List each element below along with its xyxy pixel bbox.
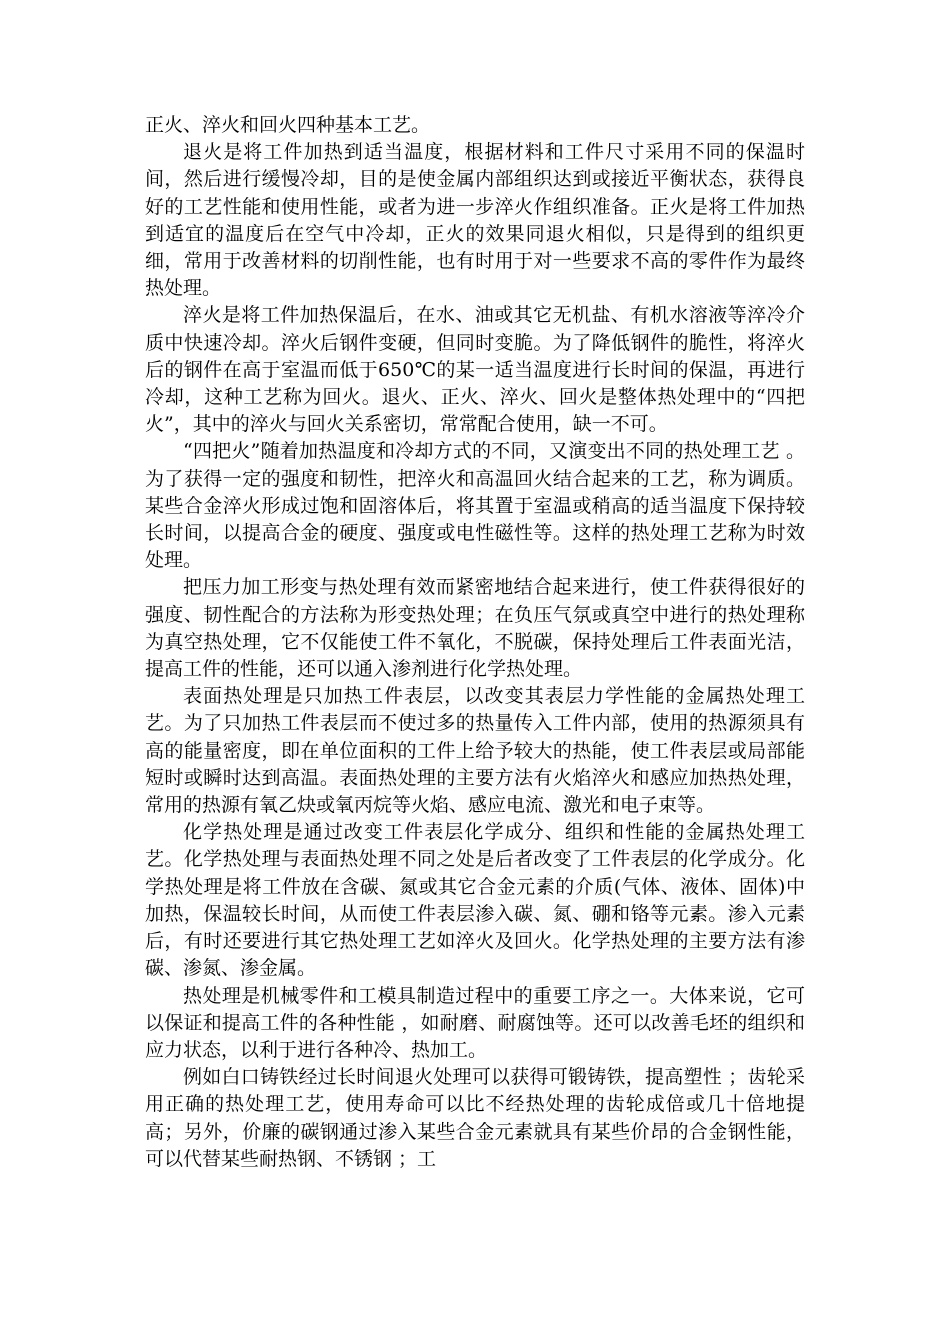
paragraph-2: 退火是将工件加热到适当温度，根据材料和工件尺寸采用不同的保温时间，然后进行缓慢冷却，目的是使金属内部组织达到或接近平衡状态，获得良好的工艺性能和使用性能，或者为进一步淬火作组织准备。正火是将工件加热到适宜的温度后在空气中冷却，正火的效果同退火相似，只是得到的组织更细，常用于改善材料的切削性能，也有时用于对一些要求不高的零件作为最终热处理。 bbox=[145, 141, 805, 300]
paragraph-1: 正火、淬火和回火四种基本工艺。 bbox=[145, 114, 431, 136]
paragraph-5: 把压力加工形变与热处理有效而紧密地结合起来进行，使工件获得很好的强度、韧性配合的方法称为形变热处理；在负压气氛或真空中进行的热处理称为真空热处理，它不仅能使工件不氧化，不脱碳，保持处理后工件表面光洁，提高工件的性能，还可以通入渗剂进行化学热处理。 bbox=[145, 576, 805, 681]
paragraph-8: 热处理是机械零件和工模具制造过程中的重要工序之一。大体来说，它可以保证和提高工件的各种性能 ，如耐磨、耐腐蚀等。还可以改善毛坯的组织和应力状态，以利于进行各种冷、热加工。 bbox=[145, 984, 805, 1061]
paragraph-3: 淬火是将工件加热保温后，在水、油或其它无机盐、有机水溶液等淬冷介质中快速冷却。淬火后钢件变硬，但同时变脆。为了降低钢件的脆性，将淬火后的钢件在高于室温而低于650℃的某一适当温度进行长时间的保温，再进行冷却，这种工艺称为回火。退火、正火、淬火、回火是整体热处理中的“四把火”，其中的淬火与回火关系密切，常常配合使用，缺一不可。 bbox=[145, 304, 805, 436]
paragraph-9: 例如白口铸铁经过长时间退火处理可以获得可锻铸铁，提高塑性 ；齿轮采用正确的热处理工艺，使用寿命可以比不经热处理的齿轮成倍或几十倍地提高；另外，价廉的碳钢通过渗入某些合金元素就具有某些价昂的合金钢性能，可以代替某些耐热钢、不锈钢 ；工 bbox=[145, 1066, 805, 1170]
paragraph-4: “四把火”随着加热温度和冷却方式的不同，又演变出不同的热处理工艺 。为了获得一定的强度和韧性，把淬火和高温回火结合起来的工艺，称为调质。某些合金淬火形成过饱和固溶体后，将其置于室温或稍高的适当温度下保持较长时间，以提高合金的硬度、强度或电性磁性等。这样的热处理工艺称为时效处理。 bbox=[145, 440, 805, 572]
paragraph-7: 化学热处理是通过改变工件表层化学成分、组织和性能的金属热处理工艺。化学热处理与表面热处理不同之处是后者改变了工件表层的化学成分。化学热处理是将工件放在含碳、氮或其它合金元素的介质(气体、液体、固体)中加热，保温较长时间，从而使工件表层渗入碳、氮、硼和铬等元素。渗入元素后，有时还要进行其它热处理工艺如淬火及回火。化学热处理的主要方法有渗碳、渗氮、渗金属。 bbox=[145, 821, 805, 980]
document-body bbox=[145, 112, 805, 1173]
paragraph-6: 表面热处理是只加热工件表层，以改变其表层力学性能的金属热处理工艺。为了只加热工件表层而不使过多的热量传入工件内部，使用的热源须具有高的能量密度，即在单位面积的工件上给予较大的热能，使工件表层或局部能短时或瞬时达到高温。表面热处理的主要方法有火焰淬火和感应加热热处理，常用的热源有氧乙炔或氧丙烷等火焰、感应电流、激光和电子束等。 bbox=[145, 685, 805, 817]
